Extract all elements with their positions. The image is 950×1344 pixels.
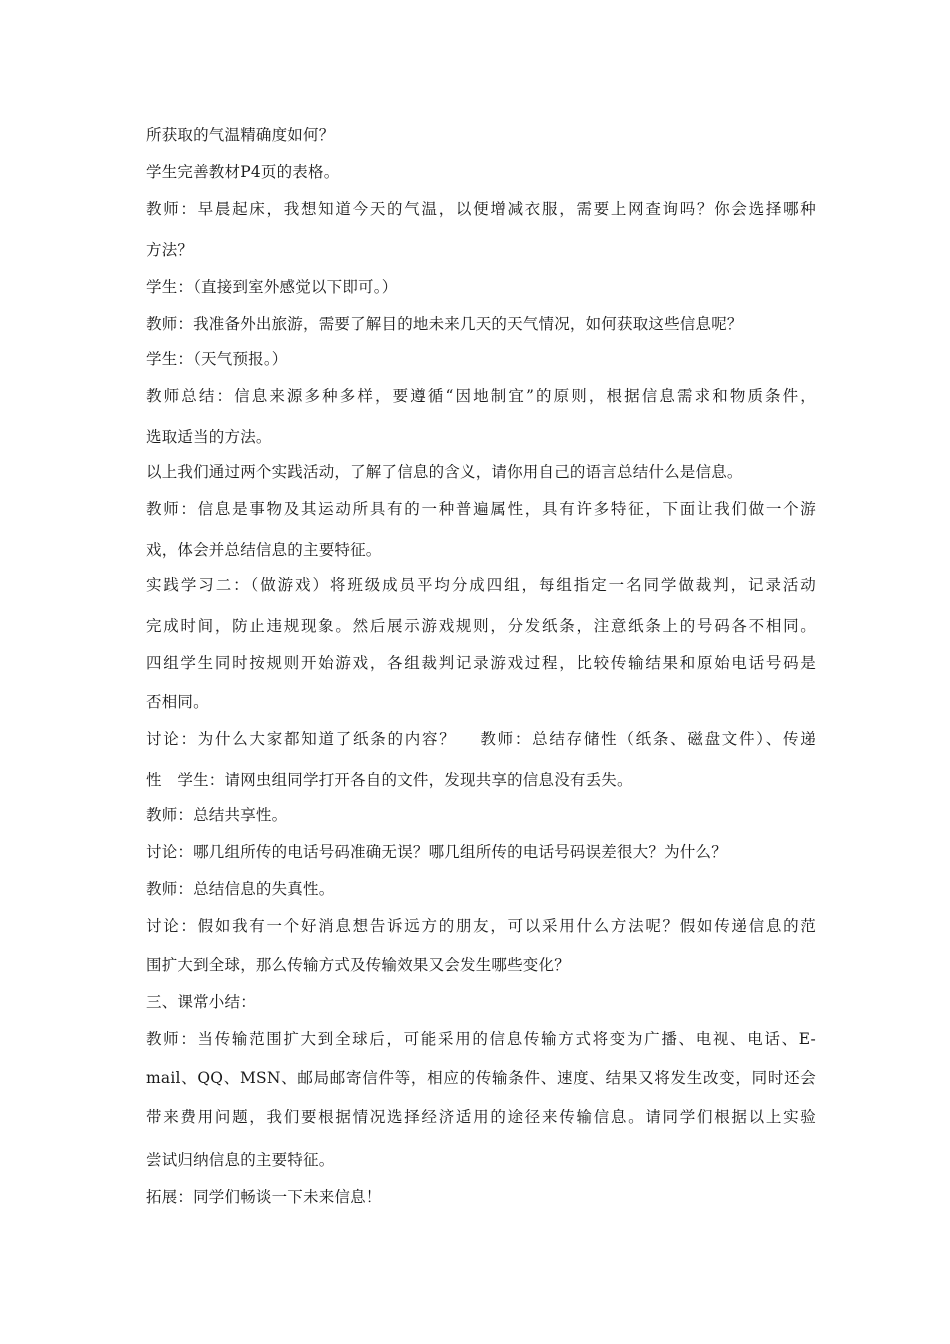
text-line: 方法？ xyxy=(146,241,194,259)
text-line: 实践学习二：（做游戏）将班级成员平均分成四组，每组指定一名同学做裁判，记录活动 xyxy=(146,576,816,594)
text-line: 围扩大到全球，那么传输方式及传输效果又会发生哪些变化？ xyxy=(146,956,570,974)
text-line: 完成时间，防止违规现象。然后展示游戏规则，分发纸条，注意纸条上的号码各不相同。 xyxy=(146,617,816,635)
section-heading: 三、课常小结： xyxy=(146,993,256,1011)
text-line: 讨论：哪几组所传的电话号码准确无误？哪几组所传的电话号码误差很大？为什么？ xyxy=(146,843,727,861)
text-line: 否相同。 xyxy=(146,693,209,711)
text-line: 拓展：同学们畅谈一下未来信息！ xyxy=(146,1188,382,1206)
text-line: 以上我们通过两个实践活动，了解了信息的含义，请你用自己的语言总结什么是信息。 xyxy=(146,463,743,481)
text-line: 教师：我准备外出旅游，需要了解目的地未来几天的天气情况，如何获取这些信息呢？ xyxy=(146,315,743,333)
text-line: 学生：（天气预报。） xyxy=(146,350,288,368)
text-line: mail、QQ、MSN、邮局邮寄信件等，相应的传输条件、速度、结果又将发生改变，同时还会 xyxy=(146,1069,816,1087)
text-line: 教师：早晨起床，我想知道今天的气温，以便增减衣服，需要上网查询吗？你会选择哪种 xyxy=(146,200,816,218)
text-line: 带来费用问题，我们要根据情况选择经济适用的途径来传输信息。请同学们根据以上实验 xyxy=(146,1108,816,1126)
text-line: 讨论：为什么大家都知道了纸条的内容？ 教师：总结存储性（纸条、磁盘文件）、传递 xyxy=(146,730,816,748)
text-line: 教师总结：信息来源多种多样，要遵循“因地制宜”的原则，根据信息需求和物质条件， xyxy=(146,387,816,405)
text-line: 性 学生：请网虫组同学打开各自的文件，发现共享的信息没有丢失。 xyxy=(146,771,633,789)
text-line: 讨论：假如我有一个好消息想告诉远方的朋友，可以采用什么方法呢？假如传递信息的范 xyxy=(146,917,816,935)
text-line: 选取适当的方法。 xyxy=(146,428,272,446)
text-line: 学生完善教材P4页的表格。 xyxy=(146,163,340,181)
text-line: 教师：当传输范围扩大到全球后，可能采用的信息传输方式将变为广播、电视、电话、E- xyxy=(146,1030,816,1048)
text-line: 四组学生同时按规则开始游戏，各组裁判记录游戏过程，比较传输结果和原始电话号码是 xyxy=(146,654,816,672)
text-line: 教师：总结共享性。 xyxy=(146,806,288,824)
text-line: 教师：总结信息的失真性。 xyxy=(146,880,335,898)
text-line: 所获取的气温精确度如何？ xyxy=(146,126,335,144)
text-line: 学生：（直接到室外感觉以下即可。） xyxy=(146,278,398,296)
text-line: 戏，体会并总结信息的主要特征。 xyxy=(146,541,382,559)
text-line: 教师：信息是事物及其运动所具有的一种普遍属性，具有许多特征，下面让我们做一个游 xyxy=(146,500,816,518)
text-line: 尝试归纳信息的主要特征。 xyxy=(146,1151,335,1169)
